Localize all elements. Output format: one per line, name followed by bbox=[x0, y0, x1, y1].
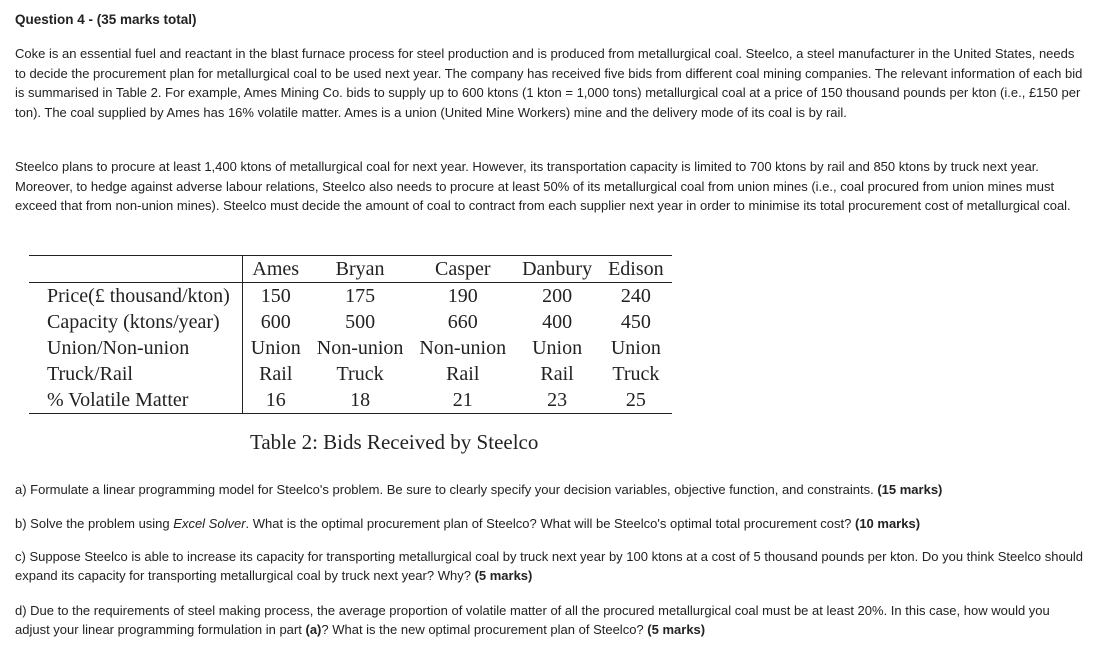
table-cell: 175 bbox=[345, 285, 376, 307]
constraints-paragraph: Steelco plans to procure at least 1,400 ktons of metallurgical coal for next year. However, its transportation capacity is limited to 700 ktons by rail and 850 ktons by truck next year. Moreover, to hedge against adverse labour relations, Steelco also needs to procure at least 50% of its metallurgical coal from union mines (i.e., coal procured from union mines must exceed that from non-union mines). Steelco must decide the amount of coal to contract from each supplier next year in order to minimise its total procurement cost of metallurgical coal. bbox=[15, 159, 1071, 213]
table-cell: 200 bbox=[542, 285, 573, 307]
table-cell: 16 bbox=[242, 387, 309, 414]
question-a-text: a) Formulate a linear programming model for Steelco's problem. Be sure to clearly specify your decision variables, objective function, and constraints. bbox=[15, 482, 874, 497]
question-part-d bbox=[15, 601, 1087, 639]
table-cell: 18 bbox=[309, 387, 412, 414]
question-heading: Question 4 - (35 marks total) bbox=[15, 12, 197, 27]
table-cell: Non-union bbox=[419, 337, 507, 359]
column-header: Bryan bbox=[309, 256, 412, 283]
intro-paragraph: Coke is an essential fuel and reactant in the blast furnace process for steel production and is produced from metallurgical coal. Steelco, a steel manufacturer in the United States, needs to decide the procurement plan for metallurgical coal to be used next year. The company has received five bids from different coal mining companies. The relevant information of each bid is summarised in Table 2. For example, Ames Mining Co. bids to supply up to 600 ktons (1 kton = 1,000 tons) metallurgical coal at a price of 150 thousand pounds per kton (i.e., £150 per ton). The coal supplied by Ames has 16% volatile matter. Ames is a union (United Mine Workers) mine and the delivery mode of its coal is by rail. bbox=[15, 46, 1083, 120]
question-part-c bbox=[15, 547, 1087, 585]
table-cell: 240 bbox=[620, 285, 651, 307]
table-cell: 600 bbox=[260, 311, 291, 333]
table-cell: Rail bbox=[259, 363, 293, 385]
question-c-text: c) Suppose Steelco is able to increase its capacity for transporting metallurgical coal by truck next year by 100 ktons at a cost of 5 thousand pounds per kton. Do you think Steelco should expand its capacity for transporting metallurgical coal by truck next year? Why? bbox=[15, 549, 1084, 583]
table-caption: Table 2: Bids Received by Steelco bbox=[250, 430, 539, 454]
column-header: Ames bbox=[242, 256, 309, 283]
row-label: Union/Non-union bbox=[29, 335, 242, 361]
row-label: % Volatile Matter bbox=[29, 387, 242, 414]
question-d-part-ref: (a) bbox=[305, 622, 322, 637]
question-part-b bbox=[15, 514, 1087, 533]
question-d-marks: (5 marks) bbox=[647, 622, 706, 637]
table-cell: 400 bbox=[542, 311, 573, 333]
table-cell: 25 bbox=[600, 387, 672, 414]
table-row bbox=[29, 361, 672, 387]
column-header: Edison bbox=[600, 256, 672, 283]
table-cell: Truck bbox=[612, 363, 660, 385]
table-row bbox=[29, 283, 672, 310]
row-label: Capacity (ktons/year) bbox=[29, 309, 242, 335]
table-cell: Non-union bbox=[316, 337, 404, 359]
table-cell: 150 bbox=[260, 285, 291, 307]
table-cell: Union bbox=[250, 337, 301, 359]
question-a-marks: (15 marks) bbox=[877, 482, 943, 497]
table-cell: Union bbox=[610, 337, 661, 359]
question-part-a bbox=[15, 480, 1087, 499]
table-row bbox=[29, 387, 672, 414]
question-b-text-rest: . What is the optimal procurement plan of Steelco? What will be Steelco's optimal total procurement cost? bbox=[245, 516, 852, 531]
table-header-row bbox=[29, 256, 672, 283]
column-header: Casper bbox=[411, 256, 514, 283]
question-d-text-rest: ? What is the new optimal procurement plan of Steelco? bbox=[321, 622, 644, 637]
question-b-software-name: Excel Solver bbox=[173, 516, 246, 531]
bids-table-wrapper bbox=[29, 255, 672, 414]
table-cell: 660 bbox=[447, 311, 478, 333]
table-cell: 450 bbox=[620, 311, 651, 333]
row-label: Price(£ thousand/kton) bbox=[29, 283, 242, 310]
table-cell: Rail bbox=[540, 363, 574, 385]
table-cell: Rail bbox=[446, 363, 480, 385]
question-b-text: b) Solve the problem using bbox=[15, 516, 170, 531]
bids-table bbox=[29, 255, 672, 414]
question-c-marks: (5 marks) bbox=[474, 568, 533, 583]
question-d-text: d) Due to the requirements of steel making process, the average proportion of volatile matter of all the procured metallurgical coal must be at least 20%. In this case, how would you adjust your linear programming formulation in part bbox=[15, 603, 1050, 637]
table-cell: 500 bbox=[345, 311, 376, 333]
table-corner-cell bbox=[29, 256, 242, 283]
table-row bbox=[29, 309, 672, 335]
table-row bbox=[29, 335, 672, 361]
table-cell: 190 bbox=[447, 285, 478, 307]
row-label: Truck/Rail bbox=[29, 361, 242, 387]
table-cell: Union bbox=[532, 337, 583, 359]
column-header: Danbury bbox=[514, 256, 600, 283]
table-cell: 21 bbox=[411, 387, 514, 414]
question-b-marks: (10 marks) bbox=[854, 516, 921, 531]
table-cell: 23 bbox=[514, 387, 600, 414]
table-cell: Truck bbox=[336, 363, 384, 385]
